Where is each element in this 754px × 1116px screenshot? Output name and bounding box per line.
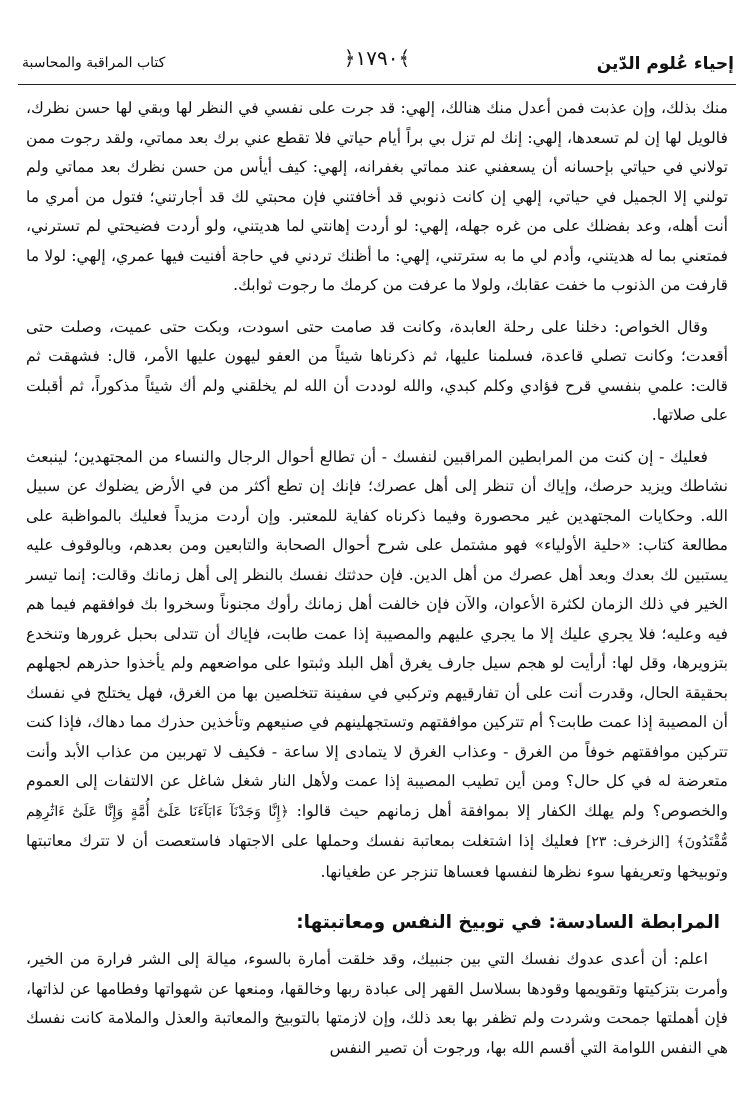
paragraph-know-yourself: اعلم: أن أعدى عدوك نفسك التي بين جنبيك، وقد خلقت أمارة بالسوء، ميالة إلى الشر فرارة من الخير، وأمرت بتزكيتها وتقويمها وقودها بسلاسل القهر إلى عبادة ربها وخالقها، ومنعها عن شهواتها وفطامها عن لذاتها، فإن أهملتها جمحت وشردت ولم تظفر بها بعد ذلك، وإن لازمتها بالتوبيخ والمعاتبة والعذل والملامة كانت نفسك هي النفس اللوامة التي أقسم الله بها، ورجوت أن تصير النفس: [26, 950, 728, 1057]
page-body: [26, 94, 728, 1116]
quote-reference: [الزخرف: ٢٣]: [585, 834, 670, 850]
paragraph-exhortation-text: فعليك - إن كنت من المرابطين المراقبين لنفسك - أن تطالع أحوال الرجال والنساء من المجتهدين؛ لينبعث نشاطك ويزيد حرصك، وإياك أن تنظر إلى أهل عصرك؛ فإنك إن تطع أكثر من في الأرض يضلوك عن سبيل الله. وحكايات المجتهدين غير محصورة وفيما ذكرناه كفاية للمعتبر. وإن أردت مزيداً فعليك بالمواظبة على مطالعة كتاب: «حلية الأولياء» فهو مشتمل على شرح أحوال الصحابة والتابعين ومن بعدهم، وبالوقوف عليه يستبين لك بعدك وبعد أهل عصرك من أهل الدين. فإن حدثتك نفسك بالنظر إلى أهل زمانك وقالت: إنما تيسر الخير في ذلك الزمان لكثرة الأعوان، والآن فإن خالفت أهل زمانك رأوك مجنوناً وسخروا بك فوافقهم فيما هم فيه وعليه؛ فلا يجري عليك إلا ما يجري عليهم والمصيبة إذا عمت طابت، فإياك أن تتدلى بحبل غرورها وتنخدع بتزويرها، وقل لها: أرأيت لو هجم سيل جارف يغرق أهل البلد وثبتوا على مواضعهم ولم يأخذوا حذرهم لجهلهم بحقيقة الحال، وقدرت أنت على أن تفارقيهم وتركبي في سفينة تتخلصين بها من الغرق، فهل يختلج في نفسك أن المصيبة إذا عمت طابت؟ أم تتركين موافقتهم وتستجهلينهم في صنيعهم وتأخذين حذرك مما دهاك، فإذا كنت تتركين موافقتهم خوفاً من الغرق - وعذاب الغرق لا يتمادى إلا ساعة - فكيف لا تهربين من عذاب الأبد وأنت متعرضة له في كل حال؟ ومن أين تطيب المصيبة إذا عمت ولأهل النار شغل شاغل عن الالتفات إلى العموم والخصوص؟ ولم يهلك الكفار إلا بموافقة أهل زمانهم حيث قالوا:: [26, 447, 728, 820]
paragraph-exhortation-tail: فعليك إذا اشتغلت بمعاتبة نفسك وحملها على الاجتهاد فاستعصت أن لا تترك معاتبتها وتوبيخها وتعريفها سوء نظرها لنفسها فعساها تنزجر عن طغيانها.: [26, 832, 728, 881]
quran-quote: ﴿إِنَّا وَجَدْنَآ ءَابَآءَنَا عَلَىٰٓ أُمَّةٍ وَإِنَّا عَلَىٰٓ ءَاثَٰرِهِم مُّقْتَدُونَ﴾: [26, 803, 728, 850]
paragraph-khawas-story: وقال الخواص: دخلنا على رحلة العابدة، وكانت قد صامت حتى اسودت، وبكت حتى عميت، وصلت حتى أقعدت؛ وكانت تصلي قاعدة، فسلمنا عليها، ثم ذكرناها شيئاً من العفو ليهون عليها الأمر، قال: فشهقت ثم قالت: علمي بنفسي قرح فؤادي وكلم كبدي، والله لوددت أن الله لم يخلقني ولم أك شيئاً مذكوراً، ثم أقبلت على صلاتها.: [26, 317, 728, 424]
paragraph-exhortation: [26, 443, 728, 888]
paragraph-prayer: منك بذلك، وإن عذبت فمن أعدل منك هنالك، إلهي: قد جرت على نفسي في النظر لها وبقي لها حسن نظرك، فالويل لها إن لم تسعدها، إلهي: إنك لم تزل بي براً أيام حياتي فلا تقطع عني برك بعد مماتي، ولقد رجوت ممن تولاني في حياتي بإحسانه أن يسعفني عند مماتي بغفرانه، إلهي: كيف أيأس من حسن نظرك بعد مماتي ولم تولني إلا الجميل في حياتي، إلهي إن كانت ذنوبي قد أخافتني فإن محبتي لك قد أجارتني؛ فتول من أمري ما أنت أهله، وعد بفضلك على من غره جهله، إلهي: لو أردت إهانتي لما هديتني، ولو أردت فضيحتي لم تسترني، فمتعني بما له هديتني، وأدم لي ما به سترتني، إلهي: ما أظنك تردني في حاجة أفنيت فيها عمري، إلهي: لولا ما قارفت من الذنوب ما خفت عقابك، ولولا ما عرفت من كرمك ما رجوت ثوابك.: [26, 99, 728, 294]
book-title: إحياء عُلوم الدّين: [596, 54, 734, 74]
page-number: ﴾١٧٩٠﴿: [343, 46, 411, 70]
page-header: [18, 40, 736, 85]
chapter-title: كتاب المراقبة والمحاسبة: [22, 55, 166, 71]
section-heading: المرابطة السادسة: في توبيخ النفس ومعاتبتها:: [296, 912, 720, 933]
